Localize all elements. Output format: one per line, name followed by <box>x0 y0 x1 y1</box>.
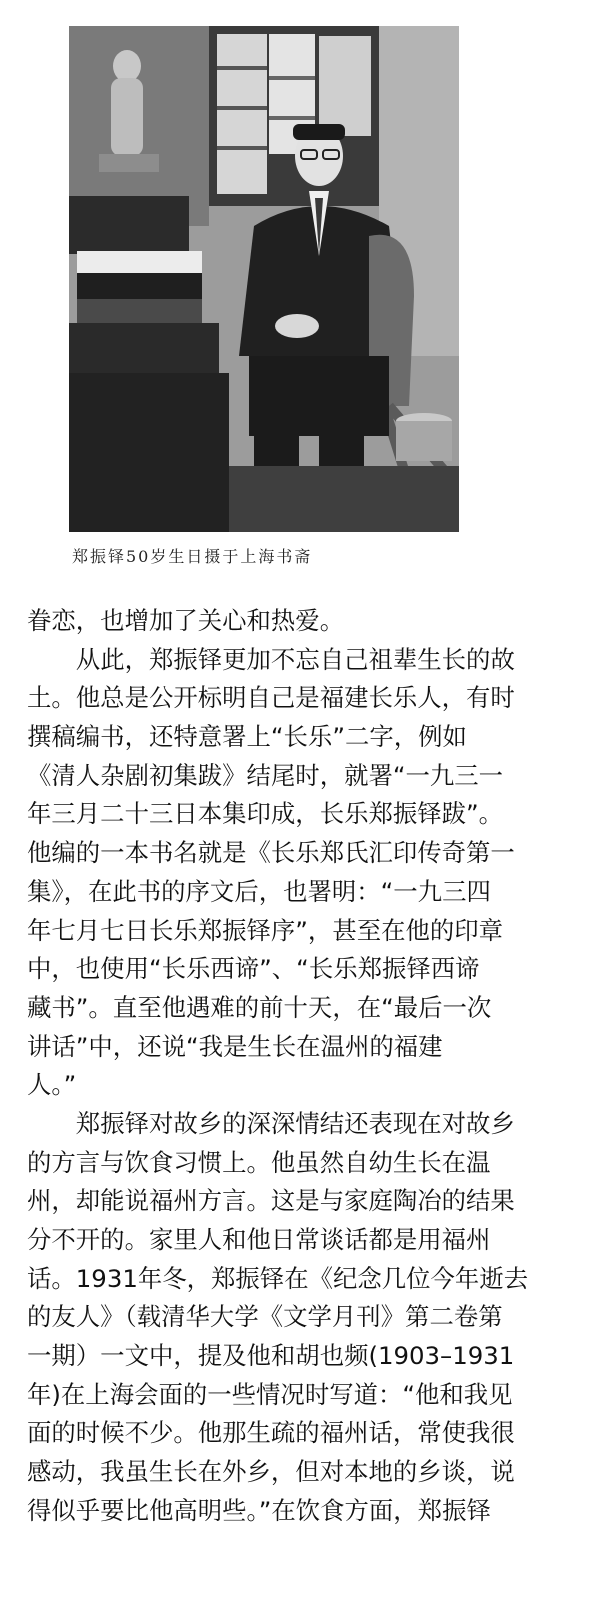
text-line: 撰稿编书，还特意署上“长乐”二字，例如 <box>27 722 467 752</box>
text-line: 的方言与饮食习惯上。他虽然自幼生长在温 <box>27 1147 491 1177</box>
portrait-photo <box>69 26 459 532</box>
text-line: 面的时候不少。他那生疏的福州话，常使我很 <box>27 1418 515 1448</box>
text-line: 年七月七日长乐郑振铎序”，甚至在他的印章 <box>27 915 504 945</box>
text-line: 得似乎要比他高明些。”在饮食方面，郑振铎 <box>27 1495 491 1525</box>
text-line: 感动，我虽生长在外乡，但对本地的乡谈，说 <box>27 1457 515 1487</box>
text-line: 从此，郑振铎更加不忘自己祖辈生长的故 <box>75 644 515 674</box>
text-line: 分不开的。家里人和他日常谈话都是用福州 <box>27 1225 491 1254</box>
text-line: 土。他总是公开标明自己是福建长乐人，有时 <box>27 683 515 713</box>
text-line: 人。” <box>27 1070 77 1100</box>
text-line: 的友人》（载清华大学《文学月刊》第二卷第 <box>27 1302 503 1332</box>
text-line: 眷恋，也增加了关心和热爱。 <box>27 606 345 635</box>
text-line: 年三月二十三日本集印成，长乐郑振铎跋”。 <box>27 799 504 829</box>
portrait-photo-image <box>69 26 459 532</box>
text-line: 州，却能说福州方言。这是与家庭陶冶的结果 <box>27 1186 515 1216</box>
text-line: 中，也使用“长乐西谛”、“长乐郑振铎西谛 <box>27 954 480 984</box>
photo-caption: 郑振铎50岁生日摄于上海书斋 <box>72 547 313 566</box>
text-line: 话。1931年冬，郑振铎在《纪念几位今年逝去 <box>27 1263 529 1293</box>
text-line: 他编的一本书名就是《长乐郑氏汇印传奇第一 <box>27 838 515 868</box>
body-text <box>27 602 575 1531</box>
text-line: 讲话”中，还说“我是生长在温州的福建 <box>27 1031 443 1061</box>
text-line: 年)在上海会面的一些情况时写道：“他和我见 <box>27 1379 513 1409</box>
text-line: 藏书”。直至他遇难的前十天，在“最后一次 <box>27 992 492 1022</box>
text-line: 郑振铎对故乡的深深情结还表现在对故乡 <box>75 1108 515 1138</box>
text-line: 集》，在此书的序文后，也署明：“一九三四 <box>27 876 491 906</box>
text-line: 《清人杂剧初集跋》结尾时，就署“一九三一 <box>27 760 504 790</box>
text-line: 一期）一文中，提及他和胡也频(1903–1931 <box>27 1341 515 1371</box>
